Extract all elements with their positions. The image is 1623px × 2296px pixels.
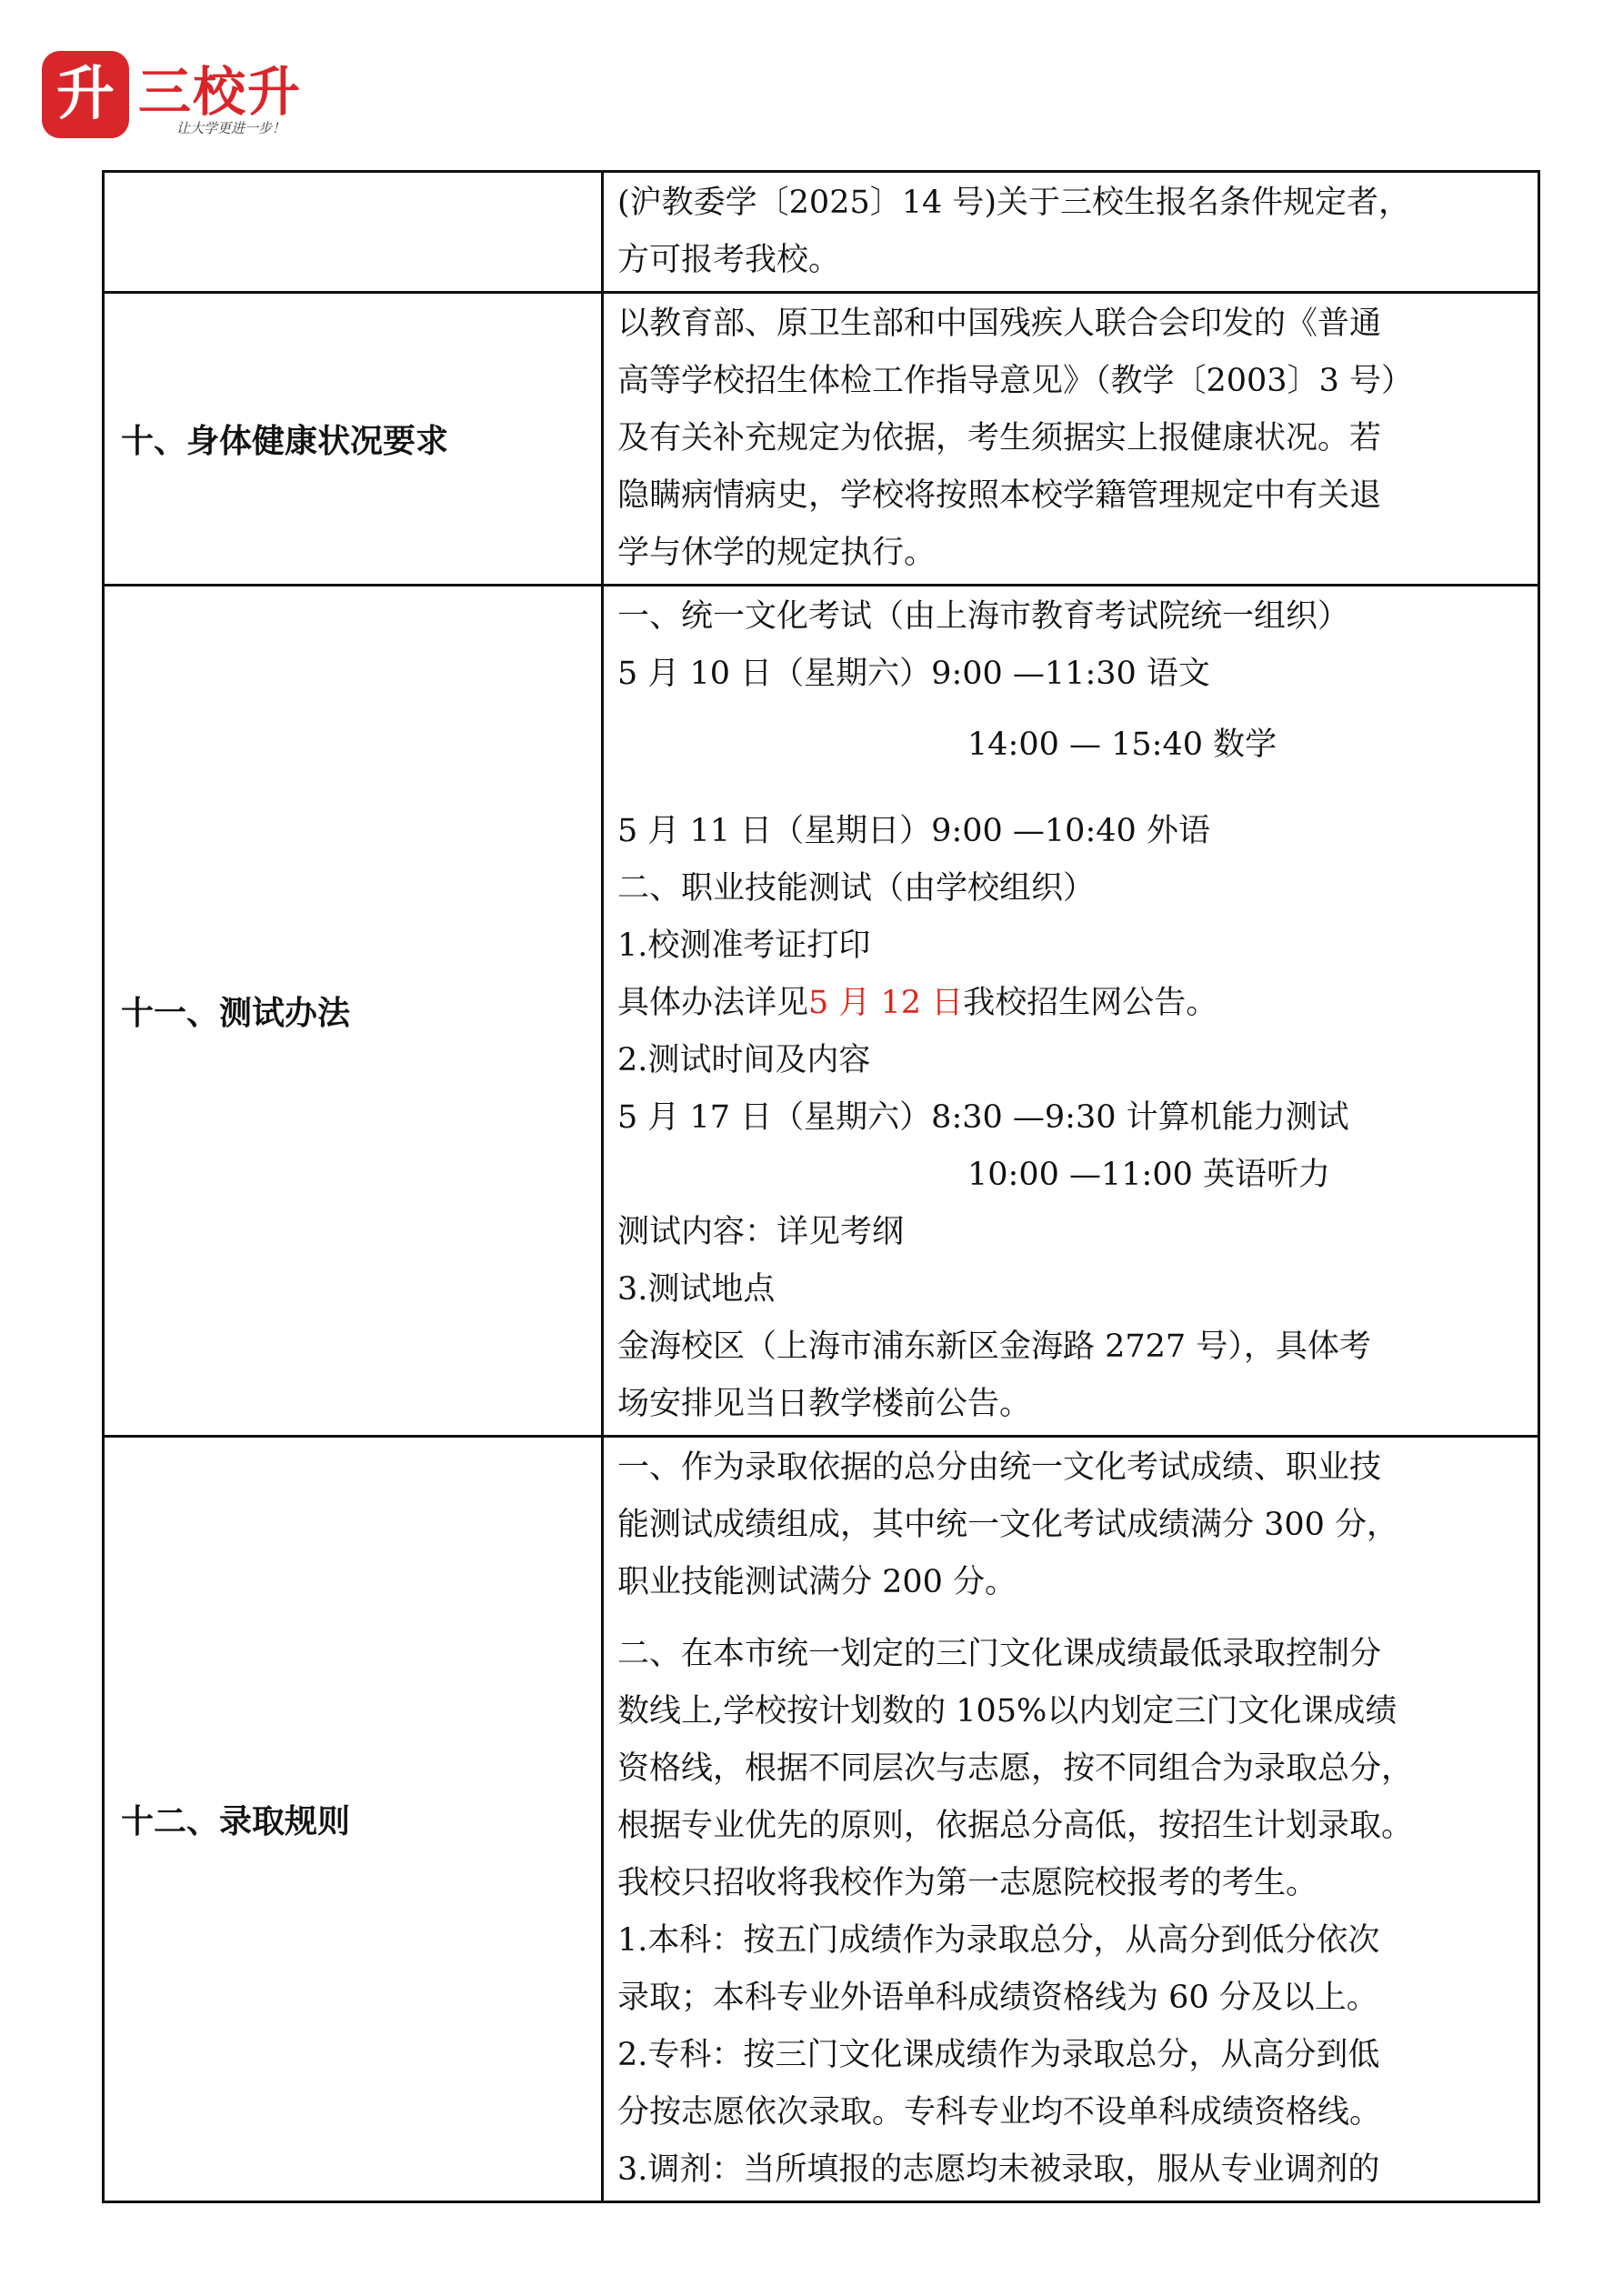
test-place-line: 场安排见当日教学楼前公告。 — [617, 1386, 1032, 1422]
text-line: 高等学校招生体检工作指导意见》（教学〔2003〕3 号） — [617, 363, 1413, 399]
text-line: 隐瞒病情病史，学校将按照本校学籍管理规定中有关退 — [617, 477, 1382, 514]
ticket-print-note — [617, 975, 1525, 1032]
test-place-title: 3.测试地点 — [617, 1271, 776, 1308]
text-line: (沪教委学〔2025〕14 号)关于三校生报名条件规定者， — [617, 185, 1411, 221]
text-line: 学与休学的规定执行。 — [617, 535, 937, 571]
table-row — [104, 1437, 1539, 2202]
row-label-admission: 十二、录取规则 — [104, 1437, 603, 2202]
table-row — [104, 293, 1539, 586]
text-line: 1.本科：按五门成绩作为录取总分，从高分到低分依次 — [617, 1922, 1380, 1959]
logo-tagline: 让大学更进一步！ — [176, 120, 286, 136]
unified-exam-title: 一、统一文化考试（由上海市教育考试院统一组织） — [617, 598, 1350, 635]
brand-logo — [36, 47, 327, 147]
ticket-date-highlight: 5 月 12 日 — [808, 985, 964, 1021]
text-line: 根据专业优先的原则，依据总分高低，按招生计划录取。 — [617, 1808, 1414, 1844]
admission-rules-table — [102, 170, 1540, 2203]
text-line: 分按志愿依次录取。专科专业均不设单科成绩资格线。 — [617, 2094, 1382, 2131]
schedule-may10-math: 14:00 — 15:40 数学 — [967, 727, 1277, 763]
test-place-line: 金海校区（上海市浦东新区金海路 2727 号），具体考 — [617, 1328, 1371, 1365]
row-label-continued — [104, 172, 603, 293]
text-line: 一、作为录取依据的总分由统一文化考试成绩、职业技 — [617, 1449, 1382, 1486]
row-content-health — [603, 293, 1539, 586]
table-row — [104, 172, 1539, 293]
text-line: 二、在本市统一划定的三门文化课成绩最低录取控制分 — [617, 1636, 1382, 1672]
text-line: 录取；本科专业外语单科成绩资格线为 60 分及以上。 — [617, 1980, 1378, 2016]
schedule-may17: 5 月 17 日（星期六）8:30 —9:30 计算机能力测试 — [617, 1099, 1349, 1136]
schedule-may11: 5 月 11 日（星期日）9:00 —10:40 外语 — [617, 813, 1210, 849]
text-line: 资格线，根据不同层次与志愿，按不同组合为录取总分， — [617, 1750, 1414, 1787]
table-row — [104, 586, 1539, 1437]
text-line: 我校只招收将我校作为第一志愿院校报考的考生。 — [617, 1865, 1318, 1901]
test-content-note: 测试内容：详见考纲 — [617, 1214, 905, 1250]
text-line: 方可报考我校。 — [617, 242, 841, 278]
text-line: 职业技能测试满分 200 分。 — [617, 1564, 1017, 1600]
logo-mark-icon: 升 — [42, 51, 129, 138]
ticket-print-title: 1.校测准考证打印 — [617, 927, 871, 964]
ticket-note-suffix: 我校招生网公告。 — [963, 985, 1218, 1021]
row-content-continued — [603, 172, 1539, 293]
schedule-may10: 5 月 10 日（星期六）9:00 —11:30 语文 — [617, 656, 1210, 692]
row-content-admission — [603, 1437, 1539, 2202]
row-content-test — [603, 586, 1539, 1437]
row-label-health: 十、身体健康状况要求 — [104, 293, 603, 586]
text-line: 能测试成绩组成，其中统一文化考试成绩满分 300 分， — [617, 1507, 1399, 1543]
text-line: 数线上,学校按计划数的 105%以内划定三门文化课成绩 — [617, 1693, 1398, 1730]
text-line: 2.专科：按三门文化课成绩作为录取总分，从高分到低 — [617, 2037, 1380, 2073]
skill-test-title: 二、职业技能测试（由学校组织） — [617, 870, 1096, 907]
ticket-note-prefix: 具体办法详见 — [617, 985, 809, 1021]
text-line: 以教育部、原卫生部和中国残疾人联合会印发的《普通 — [617, 306, 1382, 342]
text-line: 3.调剂：当所填报的志愿均未被录取，服从专业调剂的 — [617, 2151, 1380, 2188]
schedule-may17-english: 10:00 —11:00 英语听力 — [967, 1157, 1330, 1193]
text-line: 及有关补充规定为依据，考生须据实上报健康状况。若 — [617, 420, 1382, 456]
row-label-test: 十一、测试办法 — [104, 586, 603, 1437]
logo-name: 三校升 — [138, 61, 303, 123]
test-time-title: 2.测试时间及内容 — [617, 1042, 871, 1078]
